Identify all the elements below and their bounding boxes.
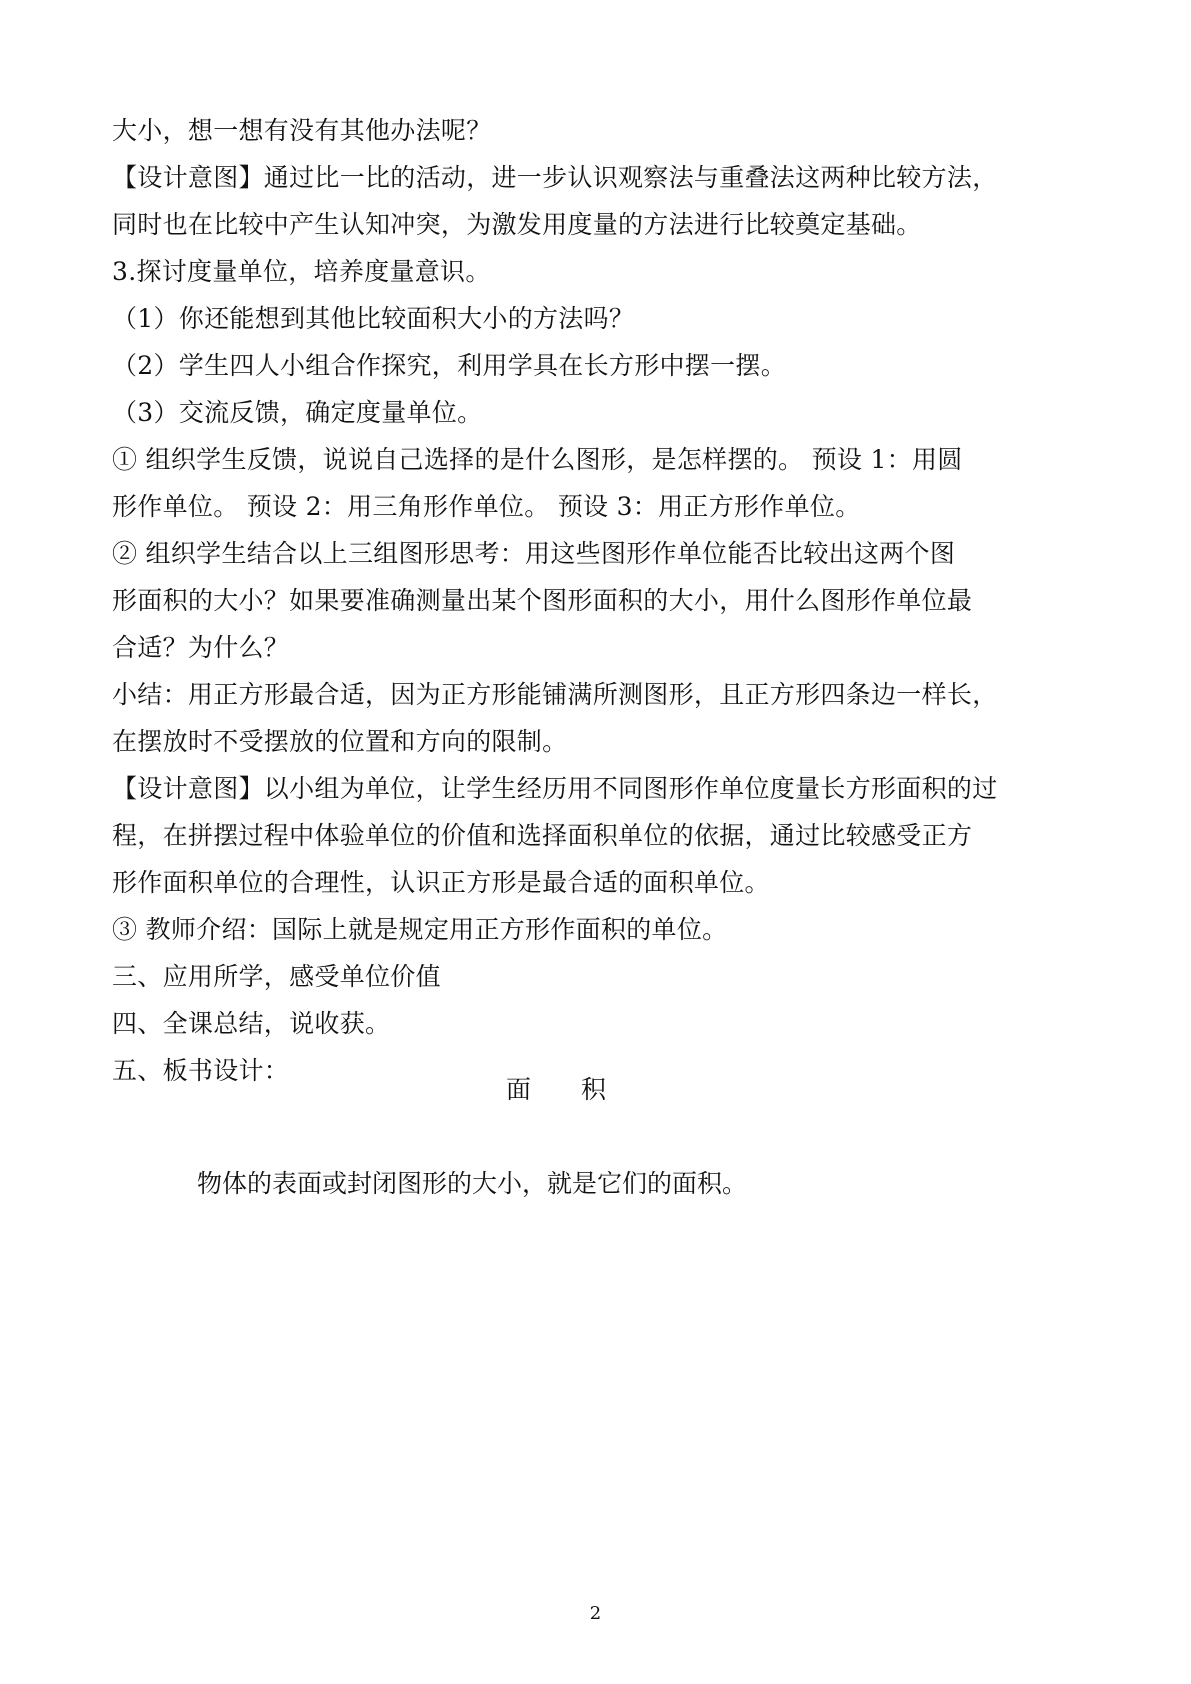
text-line: 形面积的大小？如果要准确测量出某个图形面积的大小，用什么图形作单位最 (112, 586, 973, 615)
text-line: 形作面积单位的合理性，认识正方形是最合适的面积单位。 (112, 868, 770, 897)
page-number: 2 (589, 1603, 602, 1624)
text-line: ① 组织学生反馈，说说自己选择的是什么图形，是怎样摆的。 预设 1：用圆 (112, 445, 963, 474)
text-line: 【设计意图】以小组为单位，让学生经历用不同图形作单位度量长方形面积的过 (112, 774, 998, 803)
text-line: 【设计意图】通过比一比的活动，进一步认识观察法与重叠法这两种比较方法， (112, 163, 998, 192)
text-line: （3）交流反馈，确定度量单位。 (112, 398, 483, 427)
text-line: （1）你还能想到其他比较面积大小的方法吗？ (112, 304, 635, 333)
text-line: 三、应用所学，感受单位价值 (112, 962, 441, 991)
text-line: 小结：用正方形最合适，因为正方形能铺满所测图形，且正方形四条边一样长， (112, 680, 998, 709)
text-line: 3.探讨度量单位，培养度量意识。 (112, 257, 491, 286)
text-line: 在摆放时不受摆放的位置和方向的限制。 (112, 727, 568, 756)
text-line: 大小，想一想有没有其他办法呢？ (112, 116, 492, 145)
board-title: 面积 (506, 1075, 657, 1104)
text-line: 同时也在比较中产生认知冲突，为激发用度量的方法进行比较奠定基础。 (112, 210, 922, 239)
text-line: ② 组织学生结合以上三组图形思考：用这些图形作单位能否比较出这两个图 (112, 539, 956, 568)
text-line: （2）学生四人小组合作探究，利用学具在长方形中摆一摆。 (112, 351, 787, 380)
text-line: 形作单位。 预设 2：用三角形作单位。 预设 3：用正方形作单位。 (112, 492, 861, 521)
text-line: 合适？为什么？ (112, 633, 290, 662)
text-line: ③ 教师介绍：国际上就是规定用正方形作面积的单位。 (112, 915, 728, 944)
text-line: 四、全课总结，说收获。 (112, 1009, 391, 1038)
board-definition: 物体的表面或封闭图形的大小，就是它们的面积。 (197, 1169, 748, 1198)
text-line: 程，在拼摆过程中体验单位的价值和选择面积单位的依据，通过比较感受正方 (112, 821, 973, 850)
text-line: 五、板书设计： (112, 1056, 290, 1085)
